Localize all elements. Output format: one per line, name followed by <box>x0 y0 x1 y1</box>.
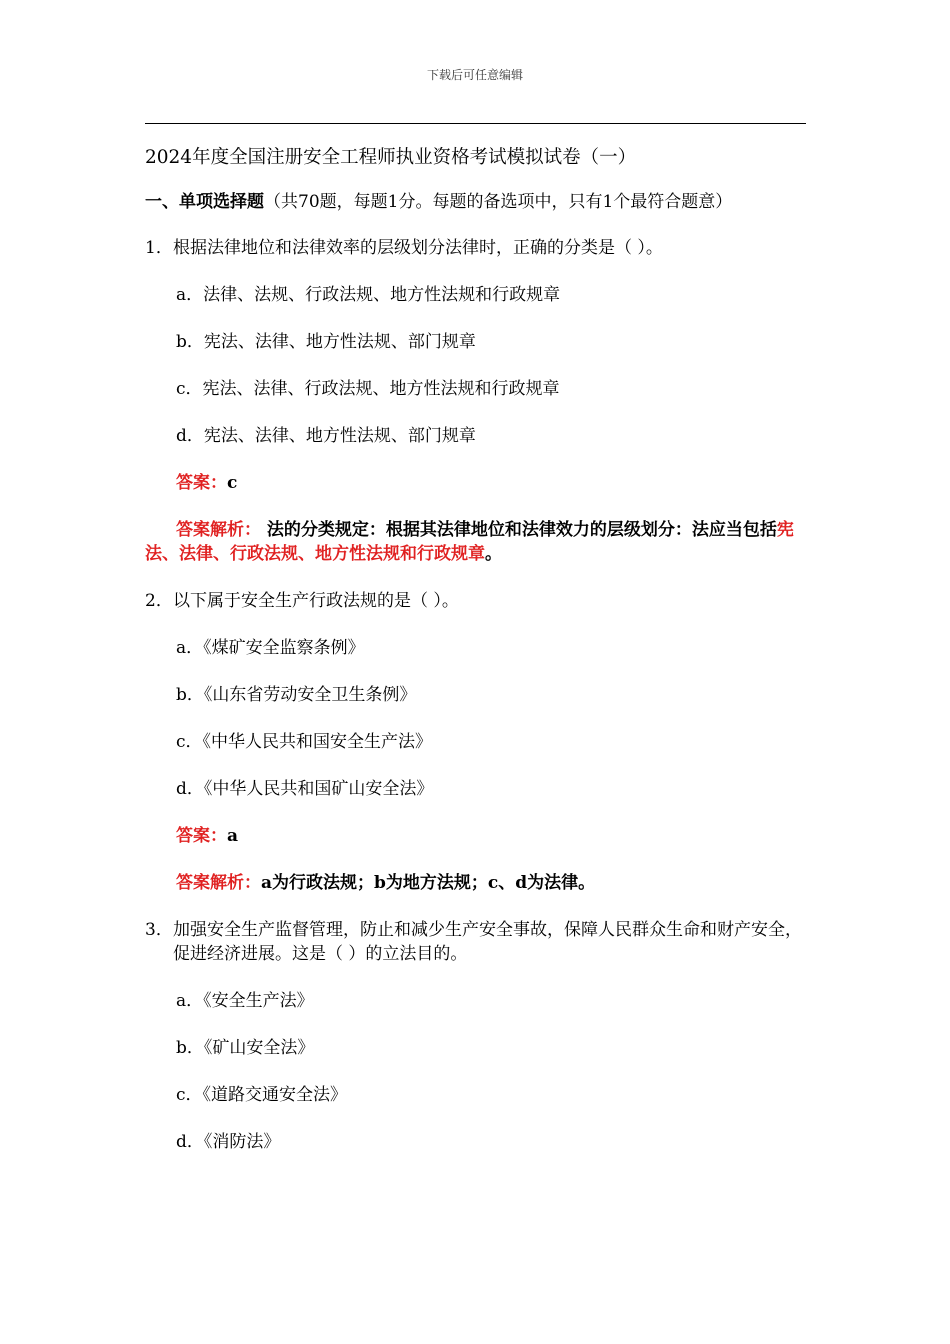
header-note: 下载后可任意编辑 <box>426 68 523 82</box>
option-b: b．《山东省劳动安全卫生条例》 <box>176 685 417 705</box>
explanation-end: 。 <box>485 544 502 564</box>
answer-label: 答案： <box>176 826 227 846</box>
explanation <box>145 871 806 895</box>
explanation <box>145 518 806 566</box>
option-a: a．法律、法规、行政法规、地方性法规和行政规章 <box>176 285 561 305</box>
question-number: 3． <box>145 920 173 940</box>
section-heading-note: （共70题，每题1分。每题的备选项中，只有1个最符合题意） <box>264 192 733 212</box>
option-d: d．《中华人民共和国矿山安全法》 <box>176 779 434 799</box>
question-2 <box>145 589 806 613</box>
option-d: d．宪法、法律、地方性法规、部门规章 <box>176 426 476 446</box>
option-a: a．《煤矿安全监察条例》 <box>176 638 365 658</box>
question-stem: 加强安全生产监督管理，防止和减少生产安全事故，保障人民群众生命和财产安全，促进经济进展。这是（ ）的立法目的。 <box>173 920 802 964</box>
question-number: 2． <box>145 591 173 611</box>
section-heading-bold: 一、单项选择题 <box>145 192 264 212</box>
option-b: b．《矿山安全法》 <box>176 1038 315 1058</box>
explanation-highlight: 宪法、法律、行政法规、地方性法规和行政规章 <box>145 520 794 564</box>
question-stem: 根据法律地位和法律效率的层级划分法律时，正确的分类是（ ）。 <box>173 238 663 258</box>
option-a: a．《安全生产法》 <box>176 991 314 1011</box>
answer-label: 答案： <box>176 473 227 493</box>
answer-value: c <box>227 473 238 493</box>
explanation-text: a为行政法规；b为地方法规；c、d为法律。 <box>261 873 596 893</box>
question-stem: 以下属于安全生产行政法规的是（ ）。 <box>173 591 459 611</box>
question-3 <box>145 918 806 966</box>
explanation-label: 答案解析： <box>176 873 261 893</box>
answer-line <box>176 824 806 848</box>
answer-line <box>176 471 806 495</box>
document-title: 2024年度全国注册安全工程师执业资格考试模拟试卷（一） <box>145 147 637 168</box>
header-rule <box>145 123 806 124</box>
option-b: b．宪法、法律、地方性法规、部门规章 <box>176 332 476 352</box>
document-body <box>145 146 806 1177</box>
option-c: c．《中华人民共和国安全生产法》 <box>176 732 433 752</box>
answer-value: a <box>227 826 239 846</box>
option-d: d．《消防法》 <box>176 1132 281 1152</box>
explanation-label: 答案解析： <box>176 520 261 540</box>
explanation-text: 法的分类规定：根据其法律地位和法律效力的层级划分：法应当包括 <box>261 520 777 540</box>
question-number: 1． <box>145 238 173 258</box>
option-c: c．宪法、法律、行政法规、地方性法规和行政规章 <box>176 379 560 399</box>
option-c: c．《道路交通安全法》 <box>176 1085 348 1105</box>
section-heading <box>145 190 806 214</box>
question-1 <box>145 236 806 260</box>
